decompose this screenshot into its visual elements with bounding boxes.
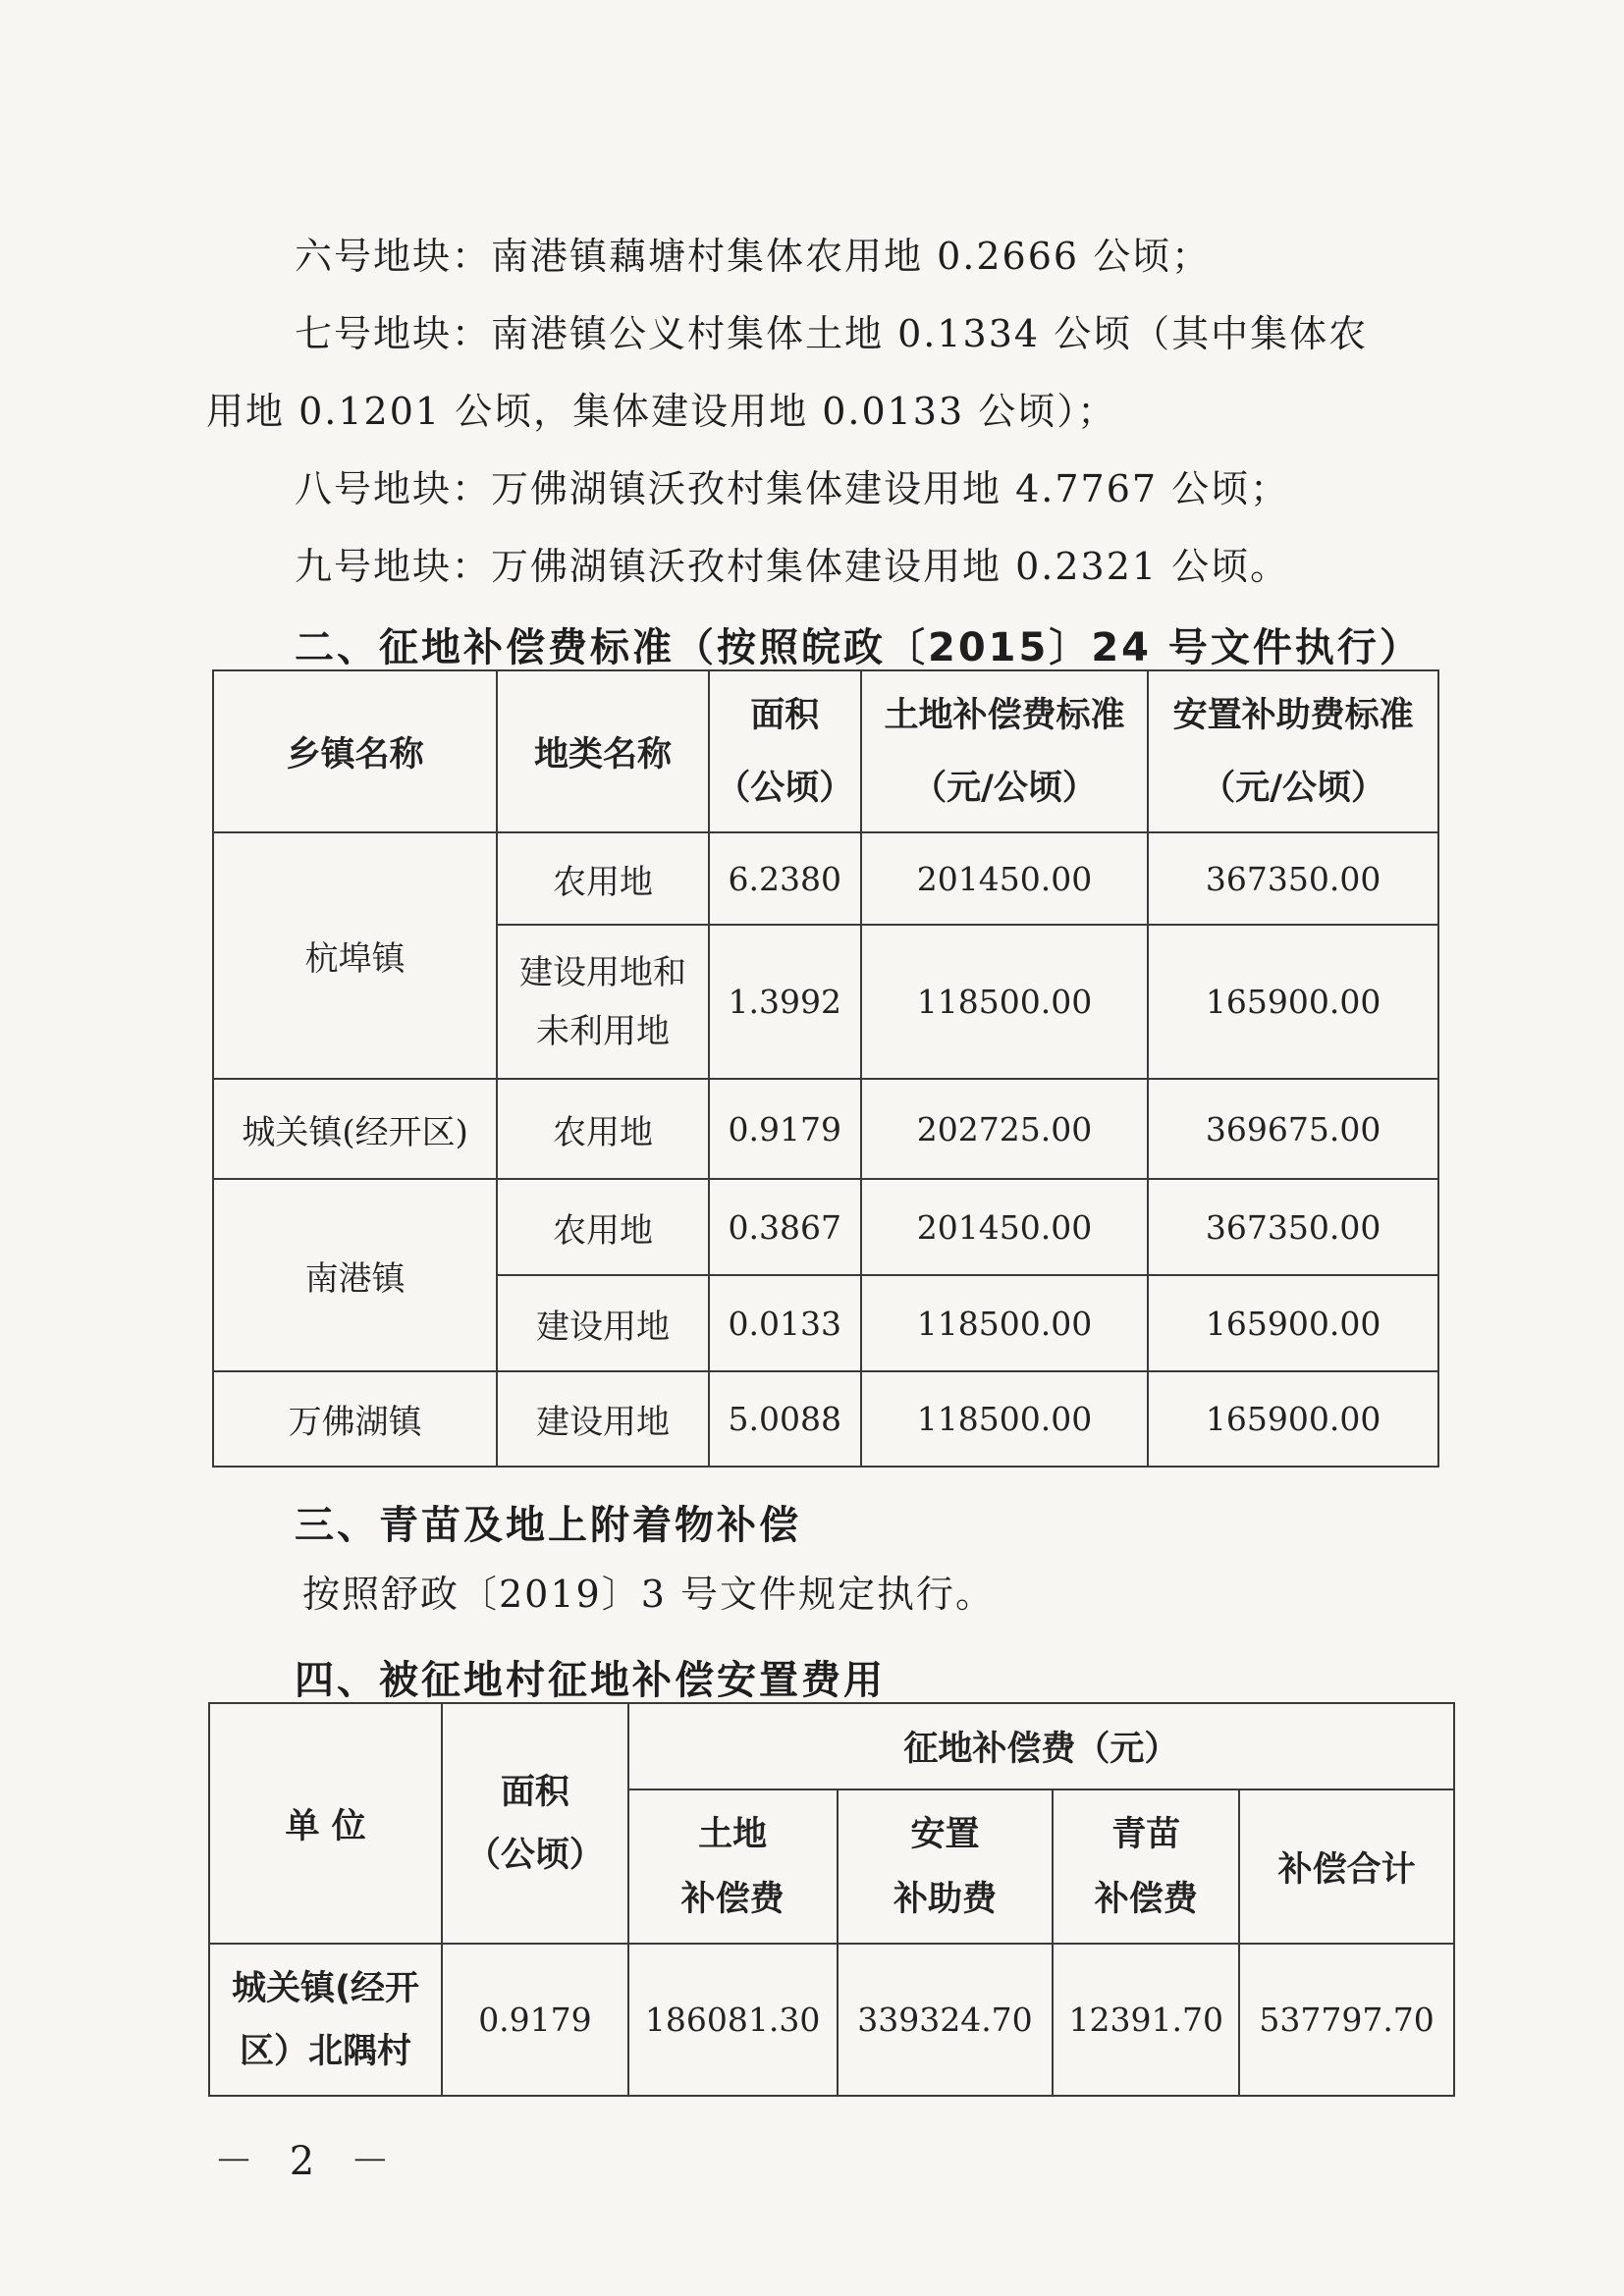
section-3-text: 按照舒政〔2019〕3 号文件规定执行。 (302, 1573, 995, 1616)
page-number: － 2 － (214, 2139, 402, 2184)
paragraph-plot-6: 六号地块：南港镇藕塘村集体农用地 0.2666 公顷； (295, 235, 1212, 278)
table-header-row (213, 670, 1438, 832)
paragraph-plot-7-cont: 用地 0.1201 公顷，集体建设用地 0.0133 公顷）； (206, 390, 1117, 433)
compensation-standard-table (212, 669, 1439, 1468)
cell-area: 0.9179 (709, 1079, 861, 1179)
cell-land-type: 建设用地 (497, 1371, 708, 1467)
table-row (213, 1079, 1438, 1179)
cell-unit (209, 1944, 442, 2096)
cell-land-comp: 201450.00 (861, 832, 1149, 925)
paragraph-plot-9: 九号地块：万佛湖镇沃孜村集体建设用地 0.2321 公顷。 (295, 545, 1290, 588)
cell-area: 5.0088 (709, 1371, 861, 1467)
table-row (213, 1179, 1438, 1275)
cell-land-type-line1: 建设用地和 (519, 952, 687, 992)
cell-town: 南港镇 (213, 1179, 497, 1371)
section-4-heading: 四、被征地村征地补偿安置费用 (295, 1658, 886, 1703)
header-resettle-line1: 安置 (910, 1814, 980, 1854)
header-resettle-line1: 安置补助费标准 (1172, 695, 1414, 735)
paragraph-plot-8: 八号地块：万佛湖镇沃孜村集体建设用地 4.7767 公顷； (295, 467, 1290, 510)
cell-resettle: 165900.00 (1148, 1275, 1438, 1371)
table-row (213, 832, 1438, 925)
cell-land-type: 农用地 (497, 832, 708, 925)
cell-town: 城关镇(经开区) (213, 1079, 497, 1179)
header-area-line2: （公顷） (716, 768, 854, 808)
header-area-line1: 面积 (750, 695, 820, 735)
cell-land-comp: 186081.30 (628, 1944, 838, 2096)
cell-resettle: 165900.00 (1148, 925, 1438, 1079)
header-crop-line2: 补偿费 (1094, 1879, 1198, 1919)
cell-unit-line1: 城关镇(经开 (232, 1968, 420, 2008)
header-area-line1: 面积 (500, 1772, 569, 1812)
cell-land-type (497, 925, 708, 1079)
header-area (709, 670, 861, 832)
header-land-comp-line2: 补偿费 (680, 1879, 785, 1919)
cell-total: 537797.70 (1239, 1944, 1454, 2096)
header-crop-comp (1053, 1789, 1239, 1944)
header-town: 乡镇名称 (213, 670, 497, 832)
cell-land-comp: 201450.00 (861, 1179, 1149, 1275)
section-2-heading: 二、征地补偿费标准（按照皖政〔2015〕24 号文件执行） (295, 625, 1422, 670)
cell-area: 0.9179 (442, 1944, 628, 2096)
cell-resettle: 367350.00 (1148, 1179, 1438, 1275)
cell-area: 0.3867 (709, 1179, 861, 1275)
cell-area: 1.3992 (709, 925, 861, 1079)
header-unit: 单 位 (209, 1703, 442, 1944)
cell-area: 6.2380 (709, 832, 861, 925)
header-land-type: 地类名称 (497, 670, 708, 832)
header-area-line2: （公顷） (465, 1835, 604, 1875)
cell-resettle: 339324.70 (838, 1944, 1054, 2096)
paragraph-plot-7: 七号地块：南港镇公义村集体土地 0.1334 公顷（其中集体农 (295, 312, 1369, 355)
cell-area: 0.0133 (709, 1275, 861, 1371)
header-land-comp (861, 670, 1149, 832)
cell-land-comp: 118500.00 (861, 925, 1149, 1079)
header-land-comp-line1: 土地补偿费标准 (884, 695, 1125, 735)
village-compensation-table (208, 1702, 1455, 2097)
cell-crop-comp: 12391.70 (1053, 1944, 1239, 2096)
section-3-heading: 三、青苗及地上附着物补偿 (295, 1503, 801, 1548)
cell-resettle: 367350.00 (1148, 832, 1438, 925)
header-land-comp (628, 1789, 838, 1944)
cell-unit-line2: 区）北隅村 (240, 2031, 412, 2071)
cell-land-comp: 118500.00 (861, 1275, 1149, 1371)
cell-town: 万佛湖镇 (213, 1371, 497, 1467)
header-resettle (838, 1789, 1054, 1944)
cell-land-type: 农用地 (497, 1079, 708, 1179)
cell-land-type-line2: 未利用地 (536, 1011, 671, 1051)
header-resettle-line2: （元/公顷） (1201, 768, 1386, 808)
header-land-comp-line2: （元/公顷） (912, 768, 1097, 808)
cell-land-comp: 118500.00 (861, 1371, 1149, 1467)
header-total: 补偿合计 (1239, 1789, 1454, 1944)
header-resettle (1148, 670, 1438, 832)
header-comp-group: 征地补偿费（元） (628, 1703, 1454, 1789)
cell-town: 杭埠镇 (213, 832, 497, 1079)
cell-land-type: 农用地 (497, 1179, 708, 1275)
header-crop-line1: 青苗 (1111, 1814, 1181, 1854)
cell-resettle: 165900.00 (1148, 1371, 1438, 1467)
table-row (209, 1944, 1454, 2096)
header-area (442, 1703, 628, 1944)
cell-land-type: 建设用地 (497, 1275, 708, 1371)
cell-resettle: 369675.00 (1148, 1079, 1438, 1179)
header-resettle-line2: 补助费 (893, 1879, 997, 1919)
table-header-row (209, 1703, 1454, 1789)
cell-land-comp: 202725.00 (861, 1079, 1149, 1179)
header-land-comp-line1: 土地 (698, 1814, 768, 1854)
table-row (213, 1371, 1438, 1467)
